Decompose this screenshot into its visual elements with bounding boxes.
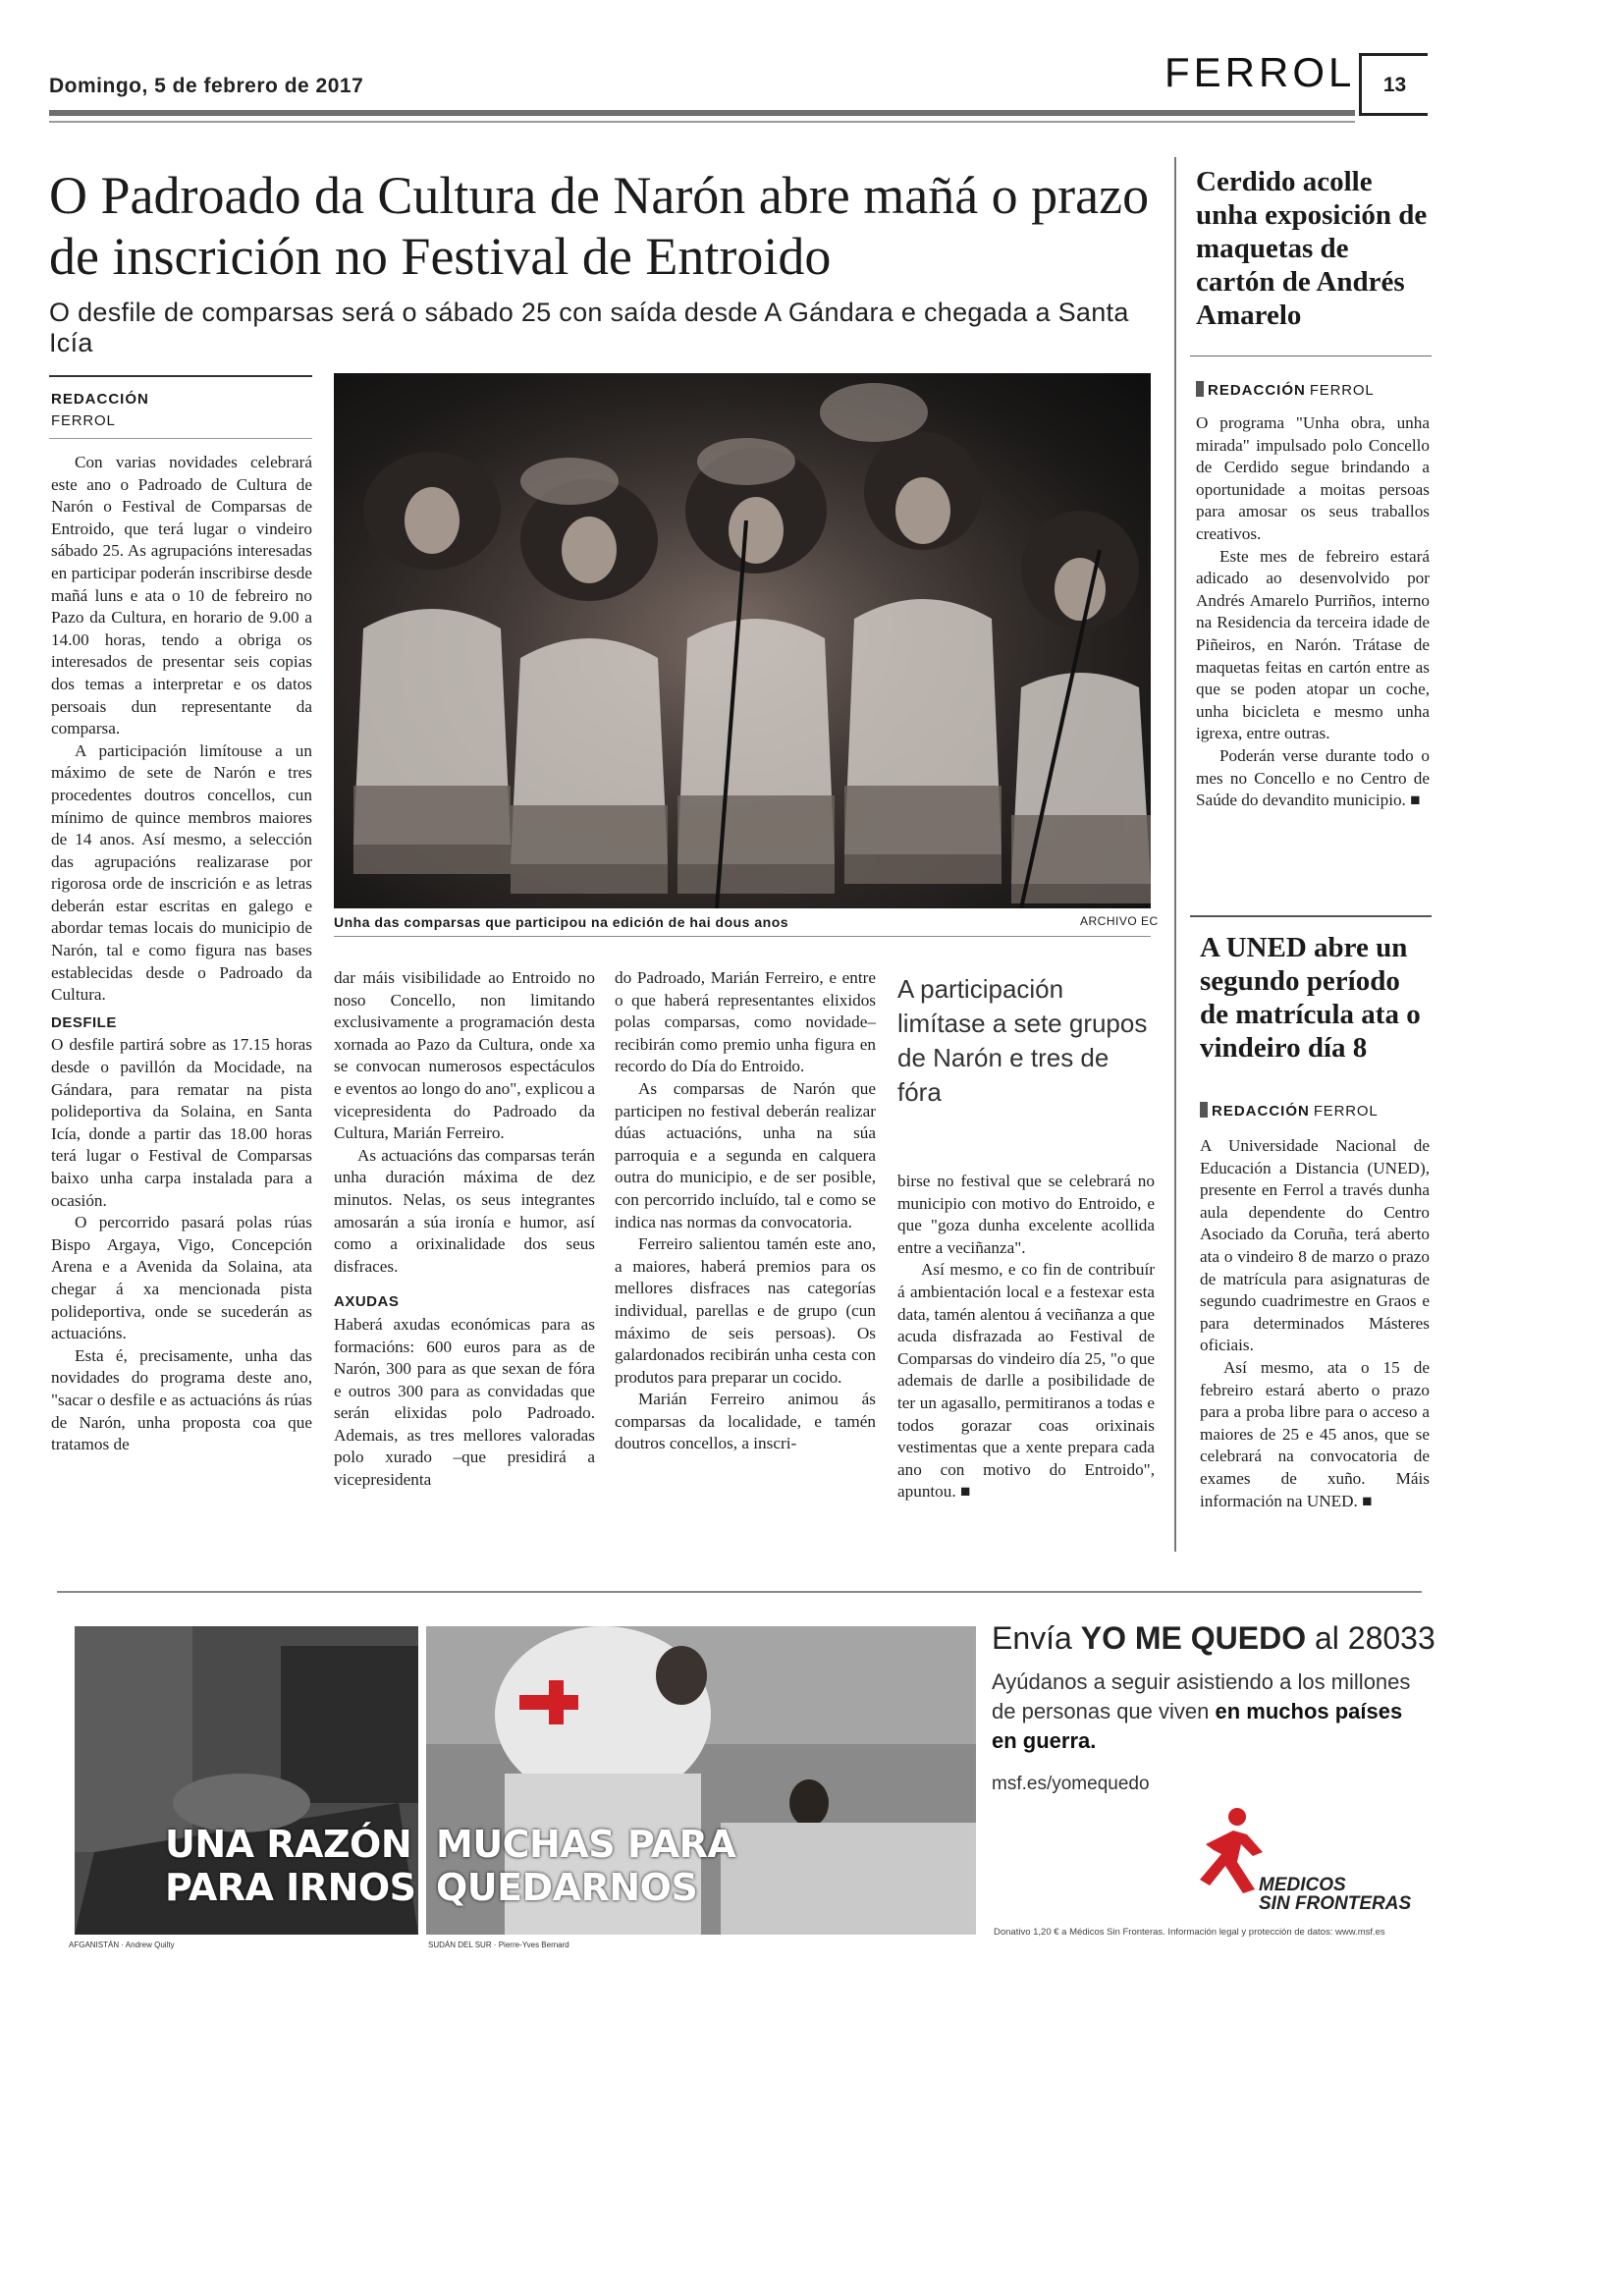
sidebar-story-divider — [1190, 915, 1432, 917]
paragraph: Este mes de febreiro estará adicado ao desenvolvido por Andrés Amarelo Purriños, interno na Residencia da terceira idade de Piñeiros, en Narón. Trátase de maquetas feitas en cartón entre as que se poden atopar un coche, unha bicicleta e mesmo unha igrexa, entre outras. — [1196, 546, 1430, 743]
msf-line-1: MEDICOS — [1259, 1875, 1346, 1895]
byline-label: REDACCIÓN — [1212, 1103, 1310, 1120]
paragraph: As comparsas de Narón que participen no festival deberán realizar dúas actuacións, unha na súa parroquia e a segunda en calquera outra do municipio, e de ser posible, con percorrido incluído, tal e como se indica nas normas da convocatoria. — [615, 1078, 876, 1231]
ad-text-line: Ayúdanos a seguir asistiendo a los millones de personas que viven — [992, 1669, 1411, 1723]
paragraph: Esta é, precisamente, unha das novidades do programa deste ano, "sacar o desfile e as actuacións ás rúas de Narón, unha proposta coa que tratamos de — [51, 1345, 312, 1454]
byline-label: REDACCIÓN — [1208, 382, 1306, 399]
msf-line-2: SIN FRONTERAS — [1259, 1893, 1412, 1914]
article-column-3 — [615, 967, 876, 1455]
ad-legal-note: Donativo 1,20 € a Médicos Sin Fronteras. Información legal y protección de datos: www.msf.es — [994, 1927, 1385, 1938]
ad-url[interactable]: msf.es/yomequedo — [992, 1774, 1150, 1794]
photo-caption: Unha das comparsas que participou na edición de hai dous anos — [334, 914, 789, 930]
paragraph: As actuacións das comparsas terán unha duración máxima de dez minutos. Nelas, os seus integrantes amosarán a súa ironía e humor, así como a orixinalidade dos seus disfraces. — [334, 1145, 595, 1276]
article-column-4 — [897, 1171, 1155, 1503]
pullquote: A participación limítase a sete grupos de Narón e tres de fóra — [897, 974, 1148, 1107]
ad-text — [992, 1667, 1414, 1756]
paragraph: Así mesmo, e co fin de contribuír á ambientación local e a festexar esta data, tamén alentou á veciñanza a que acuda disfrazada ao Festival de Comparsas do vindeiro día 25, "o que ademais de darlle a posibilidade de ter un agasallo, permitiranos a todas e todos gorazar coas orixinais vestimentas que a xente prepara cada ano con motivo do Entroido", apuntou. ■ — [897, 1260, 1155, 1502]
ad-left-credit: AFGANISTÁN · Andrew Quilty — [69, 1941, 175, 1949]
paragraph: Haberá axudas económicas para as formacións: 600 euros para as de Narón, 300 para as que sexan de fóra e outros 300 para as convidadas que serán elixidas polo Padroado. Ademais, as tres mellores valoradas polo xurado –que presidirá a vicepresidenta — [334, 1314, 595, 1490]
article-column-2 — [334, 967, 595, 1492]
msf-runner-icon — [1196, 1805, 1265, 1893]
paragraph: Poderán verse durante todo o mes no Concello e no Centro de Saúde do devandito municipio. ■ — [1196, 745, 1430, 810]
paragraph: O programa "Unha obra, unha mirada" impulsado polo Concello de Cerdido segue brindando a oportunidade a moitas persoas para amosar os seus traballos creativos. — [1196, 413, 1430, 543]
section-subtitle: DESFILE — [51, 1013, 117, 1031]
byline-marker — [1200, 1102, 1208, 1118]
msf-logo-icon — [1196, 1805, 1265, 1893]
paragraph: Marián Ferreiro animou ás comparsas da localidade, e tamén doutros concellos, a inscri- — [615, 1390, 876, 1453]
paragraph: dar máis visibilidade ao Entroido no noso Concello, non limitando exclusivamente a programación desta xornada ao Pazo da Cultura, onde xa se convocan numerosos espectáculos e eventos ao longo do ano", explicou a vicepresidenta do Padroado da Cultura, Marián Ferreiro. — [334, 968, 595, 1143]
sidebar-story-2-byline — [1200, 1102, 1432, 1121]
photo-illustration — [334, 373, 1151, 908]
ad-top-rule — [57, 1591, 1422, 1593]
main-headline: O Padroado da Cultura de Narón abre mañá o prazo de inscrición no Festival de Entroido — [49, 166, 1150, 286]
section-subtitle: AXUDAS — [334, 1293, 400, 1311]
section-name: FERROL — [1164, 49, 1356, 95]
sidebar-story-1-title: Cerdido acolle unha exposición de maquetas de cartón de Andrés Amarelo — [1196, 166, 1428, 331]
sidebar-divider — [1174, 157, 1176, 1552]
sidebar-story-2-title: A UNED abre un segundo período de matrícula ata o vindeiro día 8 — [1200, 932, 1421, 1064]
byline-place: FERROL — [1313, 1103, 1379, 1120]
ad-left-slogan-text: UNA RAZÓN PARA IRNOS — [165, 1823, 416, 1909]
paragraph: do Padroado, Marián Ferreiro, e entre o que haberá representantes elixidos polas comparsas, como novidade– recibirán como premio unha figura en recordo do Día do Entroido. — [615, 968, 876, 1076]
sidebar-story-1-byline — [1196, 381, 1432, 400]
ad-headline-prefix: Envía — [992, 1620, 1081, 1656]
caption-rule — [334, 936, 1151, 937]
sidebar-story-1-body — [1196, 412, 1430, 812]
ad-headline-keyword: YO ME QUEDO — [1080, 1620, 1307, 1656]
page-number: 13 — [1359, 53, 1428, 116]
main-subhead: O desfile de comparsas será o sábado 25 con saída desde A Gándara e chegada a Santa Icía — [49, 298, 1129, 357]
photo-credit: ARCHIVO EC — [1080, 914, 1159, 928]
paragraph: A participación limítouse a un máximo de sete de Narón e tres procedentes doutros concellos, cun mínimo de quince membros maiores de 14 anos. Así mesmo, a selección das agrupacións realizarase por rigorosa orde de inscrición e as letras deberán estar escritas en galego e abordar temas locais do municipio de Narón, tal e como figura nas bases establecidas desde o Padroado da Cultura. — [51, 740, 312, 1005]
byline-marker — [1196, 381, 1204, 397]
ad-text-bold: en muchos países en guerra. — [992, 1699, 1403, 1753]
paragraph: Ferreiro salientou tamén este ano, a maiores, haberá premios para os mellores disfraces nas categorías individual, parellas e de grupo (cun máximo de seis persoas). Os galardonados recibirán unha cesta con produtos para preparar un cocido. — [615, 1234, 876, 1387]
byline-label: REDACCIÓN — [51, 391, 149, 408]
paragraph: birse no festival que se celebrará no municipio con motivo do Entroido, e que "goza dunha excelente acollida entre a veciñanza". — [897, 1172, 1155, 1257]
paragraph: O percorrido pasará polas rúas Bispo Argaya, Vigo, Concepción Arena e a Avenida da Solaina, ata chegar á xa mencionada pista polideportiva, onde se sucederán as actuacións. — [51, 1213, 312, 1343]
sidebar-story-2-body — [1200, 1135, 1430, 1512]
ad-headline — [992, 1620, 1435, 1657]
paragraph: A Universidade Nacional de Educación a Distancia (UNED), presente en Ferrol a través dunha aula dependente do Centro Asociado da Coruña, terá aberto ata o vindeiro 8 de marzo o prazo de matrícula para asignaturas de segundo cuadrimestre en Graos e para determinados Másteres oficiais. — [1200, 1136, 1430, 1355]
byline-rule — [49, 375, 312, 377]
comparsa-photo — [334, 373, 1151, 908]
sidebar-byline-rule — [1190, 355, 1432, 356]
ad-left-slogan — [165, 1823, 420, 1909]
paragraph: Así mesmo, ata o 15 de febreiro estará aberto o prazo para a proba libre para o acceso a maiores de 25 e 45 anos, que se celebrará na convocatoria de exames de xuño. Máis información na UNED. ■ — [1200, 1357, 1430, 1510]
byline-place: FERROL — [51, 412, 116, 429]
header-rule-thin — [49, 121, 1355, 123]
ad-headline-suffix: al 28033 — [1306, 1620, 1435, 1656]
article-column-1 — [51, 452, 312, 1456]
ad-right-slogan — [436, 1823, 829, 1909]
byline-place: FERROL — [1309, 382, 1375, 399]
ad-right-credit: SUDÁN DEL SUR · Pierre-Yves Bernard — [428, 1941, 569, 1949]
issue-date: Domingo, 5 de febrero de 2017 — [49, 75, 364, 97]
paragraph: Con varias novidades celebrará este ano o Padroado de Cultura de Narón o Festival de Comparsas de Entroido, que terá lugar o vindeiro sábado 25. As agrupacións interesadas en participar poderán inscribirse desde mañá luns e ata o 10 de febreiro no Pazo da Cultura, en horario de 9.00 a 14.00 horas, tendo a obriga os interesados de presentar seis copias dos temas a interpretar e os datos persoais dun representante da comparsa. — [51, 453, 312, 738]
header-rule — [49, 110, 1355, 116]
ad-right-slogan-text: MUCHAS PARA QUEDARNOS — [436, 1823, 736, 1909]
paragraph: O desfile partirá sobre as 17.15 horas desde o pavillón da Mocidade, na Gándara, para rematar na pista polideportiva da Solaina, en Santa Icía, donde a partir das 18.00 horas terá lugar o Festival de Comparsas baixo unha carpa instalada para a ocasión. — [51, 1035, 312, 1210]
byline-rule-bottom — [49, 438, 312, 439]
msf-wordmark — [1259, 1876, 1411, 1913]
